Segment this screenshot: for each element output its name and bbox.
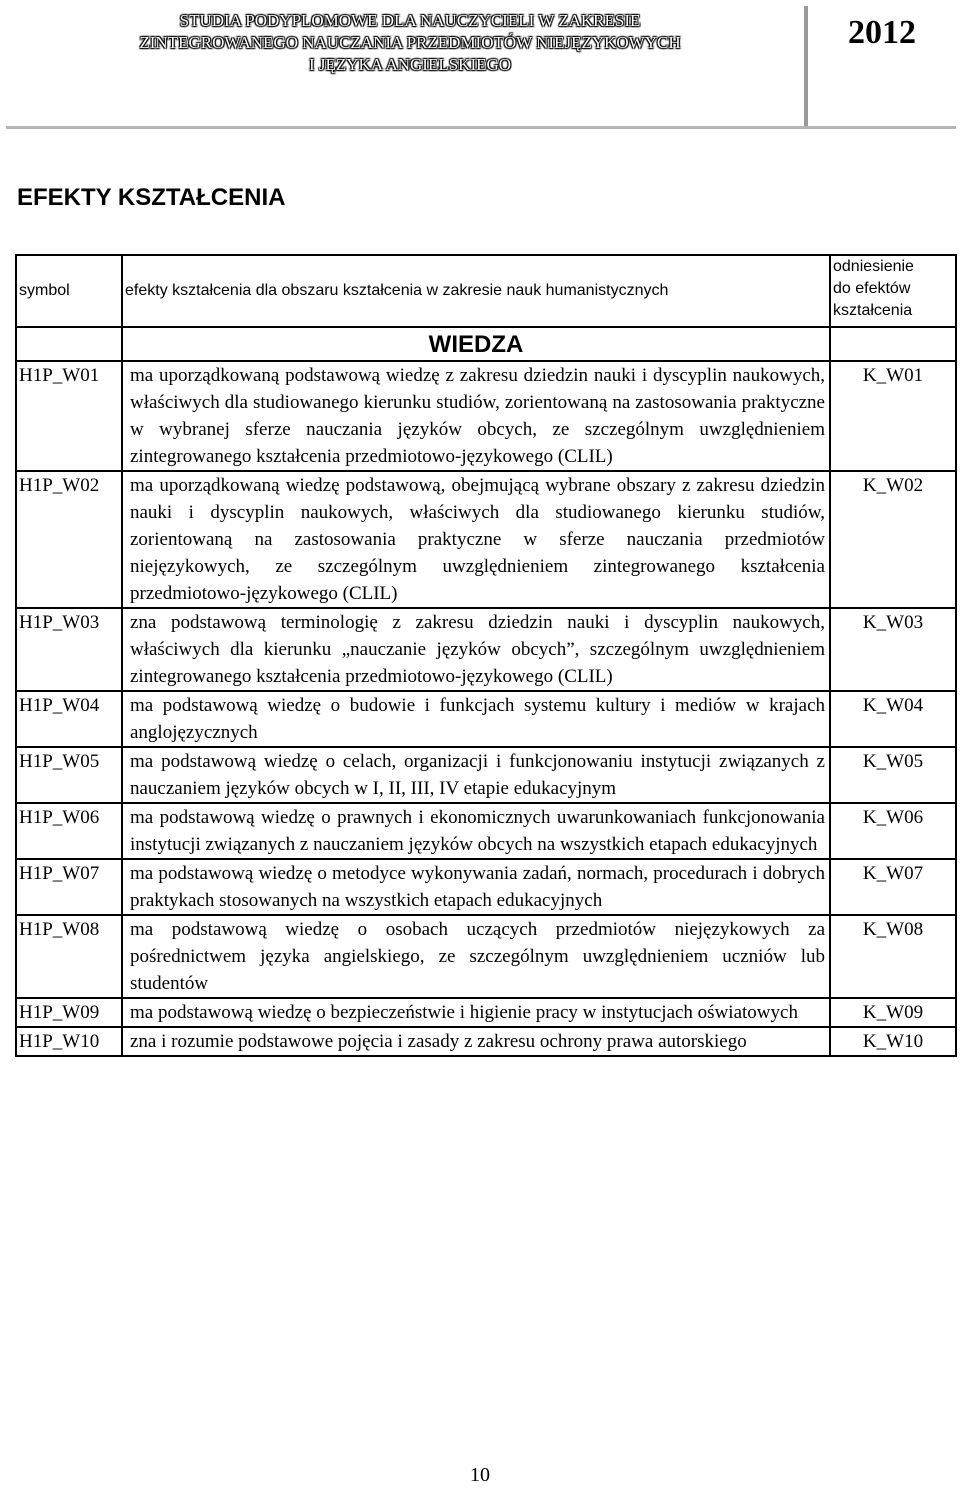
header-reference-line-1: odniesienie: [833, 258, 914, 275]
row-reference: K_W06: [830, 803, 956, 859]
page-header: [0, 0, 960, 130]
row-reference: K_W05: [830, 747, 956, 803]
header-title-line-2: ZINTEGROWANEGO NAUCZANIA PRZEDMIOTÓW NIEJĘZYKOWYCH: [139, 33, 681, 52]
header-reference: [830, 255, 956, 327]
header-title-line-1: STUDIA PODYPLOMOWE DLA NAUCZYCIELI W ZAKRESIE: [179, 11, 641, 30]
row-description: ma podstawową wiedzę o celach, organizacji i funkcjonowaniu instytucji związanych z nauczaniem języków obcych w I, II, III, IV etapie edukacyjnym: [122, 747, 830, 803]
row-symbol: H1P_W03: [16, 608, 122, 691]
table-row: [16, 915, 956, 998]
table-row: [16, 471, 956, 608]
row-reference: K_W02: [830, 471, 956, 608]
header-title: [40, 10, 780, 76]
header-title-line-3: I JĘZYKA ANGIELSKIEGO: [308, 55, 512, 74]
row-symbol: H1P_W05: [16, 747, 122, 803]
table-row: [16, 691, 956, 747]
header-divider-horizontal: [6, 126, 956, 129]
row-description: zna podstawową terminologię z zakresu dziedzin nauki i dyscyplin naukowych, właściwych dla kierunku „nauczanie języków obcych”, szczególnym uwzględnieniem zintegrowanego kształcenia przedmiotowo-językowego (CLIL): [122, 608, 830, 691]
row-symbol: H1P_W06: [16, 803, 122, 859]
header-reference-line-3: kształcenia: [833, 302, 913, 319]
row-symbol: H1P_W07: [16, 859, 122, 915]
table-row: [16, 859, 956, 915]
row-description: zna i rozumie podstawowe pojęcia i zasady z zakresu ochrony prawa autorskiego: [122, 1027, 830, 1056]
row-description: ma podstawową wiedzę o osobach uczących przedmiotów niejęzykowych za pośrednictwem języka angielskiego, ze szczególnym uwzględnieniem uczniów lub studentów: [122, 915, 830, 998]
row-symbol: H1P_W02: [16, 471, 122, 608]
row-description: ma podstawową wiedzę o bezpieczeństwie i higienie pracy w instytucjach oświatowych: [122, 998, 830, 1027]
table-row: [16, 608, 956, 691]
section-title: EFEKTY KSZTAŁCENIA: [17, 184, 286, 211]
table-row: [16, 998, 956, 1027]
row-symbol: H1P_W09: [16, 998, 122, 1027]
header-description: efekty kształcenia dla obszaru kształcenia w zakresie nauk humanistycznych: [122, 255, 830, 327]
table-header-row: [16, 255, 956, 327]
header-symbol: symbol: [16, 255, 122, 327]
table-row: [16, 1027, 956, 1056]
row-description: ma uporządkowaną wiedzę podstawową, obejmującą wybrane obszary z zakresu dziedzin nauki i dyscyplin naukowych, właściwych dla studiowanego kierunku studiów, zorientowaną na zastosowania praktyczne w sferze nauczania przedmiotów niejęzykowych, ze szczególnym uwzględnieniem zintegrowanego kształcenia przedmiotowo-językowego (CLIL): [122, 471, 830, 608]
header-reference-line-2: do efektów: [833, 280, 911, 297]
row-reference: K_W07: [830, 859, 956, 915]
row-symbol: H1P_W01: [16, 361, 122, 471]
row-description: ma podstawową wiedzę o budowie i funkcjach systemu kultury i mediów w krajach anglojęzycznych: [122, 691, 830, 747]
header-divider-vertical: [804, 6, 808, 128]
table-row: [16, 361, 956, 471]
row-symbol: H1P_W08: [16, 915, 122, 998]
row-reference: K_W01: [830, 361, 956, 471]
row-description: ma podstawową wiedzę o metodyce wykonywania zadań, normach, procedurach i dobrych praktykach stosowanych na wszystkich etapach edukacyjnych: [122, 859, 830, 915]
table-row: [16, 803, 956, 859]
row-reference: K_W10: [830, 1027, 956, 1056]
header-year: 2012: [848, 14, 916, 51]
category-spacer-right: [830, 327, 956, 361]
row-reference: K_W08: [830, 915, 956, 998]
row-description: ma podstawową wiedzę o prawnych i ekonomicznych uwarunkowaniach funkcjonowania instytucji związanych z nauczaniem języków obcych na wszystkich etapach edukacyjnych: [122, 803, 830, 859]
table-row: [16, 747, 956, 803]
row-reference: K_W04: [830, 691, 956, 747]
row-symbol: H1P_W10: [16, 1027, 122, 1056]
category-label: WIEDZA: [122, 327, 830, 361]
row-symbol: H1P_W04: [16, 691, 122, 747]
row-description: ma uporządkowaną podstawową wiedzę z zakresu dziedzin nauki i dyscyplin naukowych, właściwych dla studiowanego kierunku studiów, zorientowaną na zastosowania praktyczne w wybranej sferze nauczania języków obcych, ze szczególnym uwzględnieniem zintegrowanego kształcenia przedmiotowo-językowego (CLIL): [122, 361, 830, 471]
page-number: 10: [470, 1464, 490, 1486]
category-row: [16, 327, 956, 361]
learning-outcomes-table: [15, 254, 957, 1057]
row-reference: K_W09: [830, 998, 956, 1027]
category-spacer-left: [16, 327, 122, 361]
row-reference: K_W03: [830, 608, 956, 691]
table-body: [16, 361, 956, 1056]
